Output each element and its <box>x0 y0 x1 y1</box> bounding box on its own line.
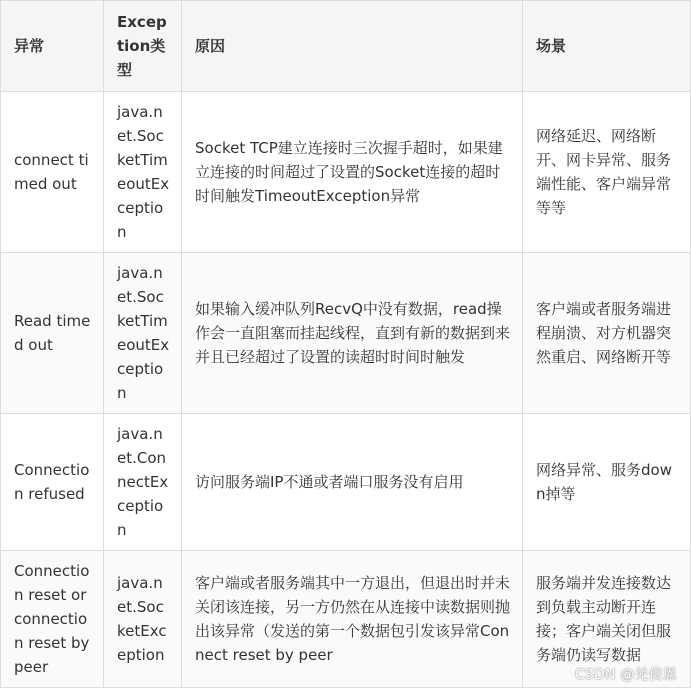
exception-cell: Read timed out <box>1 253 104 414</box>
exception-cell: connect timed out <box>1 92 104 253</box>
scene-cell: 网络延迟、网络断开、网卡异常、服务端性能、客户端异常等等 <box>523 92 691 253</box>
header-reason: 原因 <box>182 1 523 92</box>
scene-cell: 网络异常、服务down掉等 <box>523 414 691 551</box>
reason-cell: 如果输入缓冲队列RecvQ中没有数据，read操作会一直阻塞而挂起线程，直到有新的数据到来并且已经超过了设置的读超时时间时触发 <box>182 253 523 414</box>
table-row <box>1 92 691 253</box>
header-type: Exception类型 <box>104 1 182 92</box>
table-row <box>1 414 691 551</box>
header-exception: 异常 <box>1 1 104 92</box>
header-scene: 场景 <box>523 1 691 92</box>
reason-cell: 访问服务端IP不通或者端口服务没有启用 <box>182 414 523 551</box>
table-row <box>1 253 691 414</box>
type-cell: java.net.SocketTimeoutException <box>104 253 182 414</box>
reason-cell: 客户端或者服务端其中一方退出，但退出时并未关闭该连接，另一方仍然在从连接中读数据则抛出该异常（发送的第一个数据包引发该异常Connect reset by peer <box>182 551 523 688</box>
scene-cell: 客户端或者服务端进程崩溃、对方机器突然重启、网络断开等 <box>523 253 691 414</box>
exception-cell: Connection refused <box>1 414 104 551</box>
exception-cell: Connection reset or connection reset by peer <box>1 551 104 688</box>
type-cell: java.net.ConnectException <box>104 414 182 551</box>
type-cell: java.net.SocketTimeoutException <box>104 92 182 253</box>
type-cell: java.net.SocketException <box>104 551 182 688</box>
header-row <box>1 1 691 92</box>
scene-cell: 服务端并发连接数达到负载主动断开连接；客户端关闭但服务端仍读写数据 <box>523 551 691 688</box>
reason-cell: Socket TCP建立连接时三次握手超时，如果建立连接的时间超过了设置的Socket连接的超时时间触发TimeoutException异常 <box>182 92 523 253</box>
csdn-watermark: CSDN @羌俊恩 <box>574 667 677 683</box>
